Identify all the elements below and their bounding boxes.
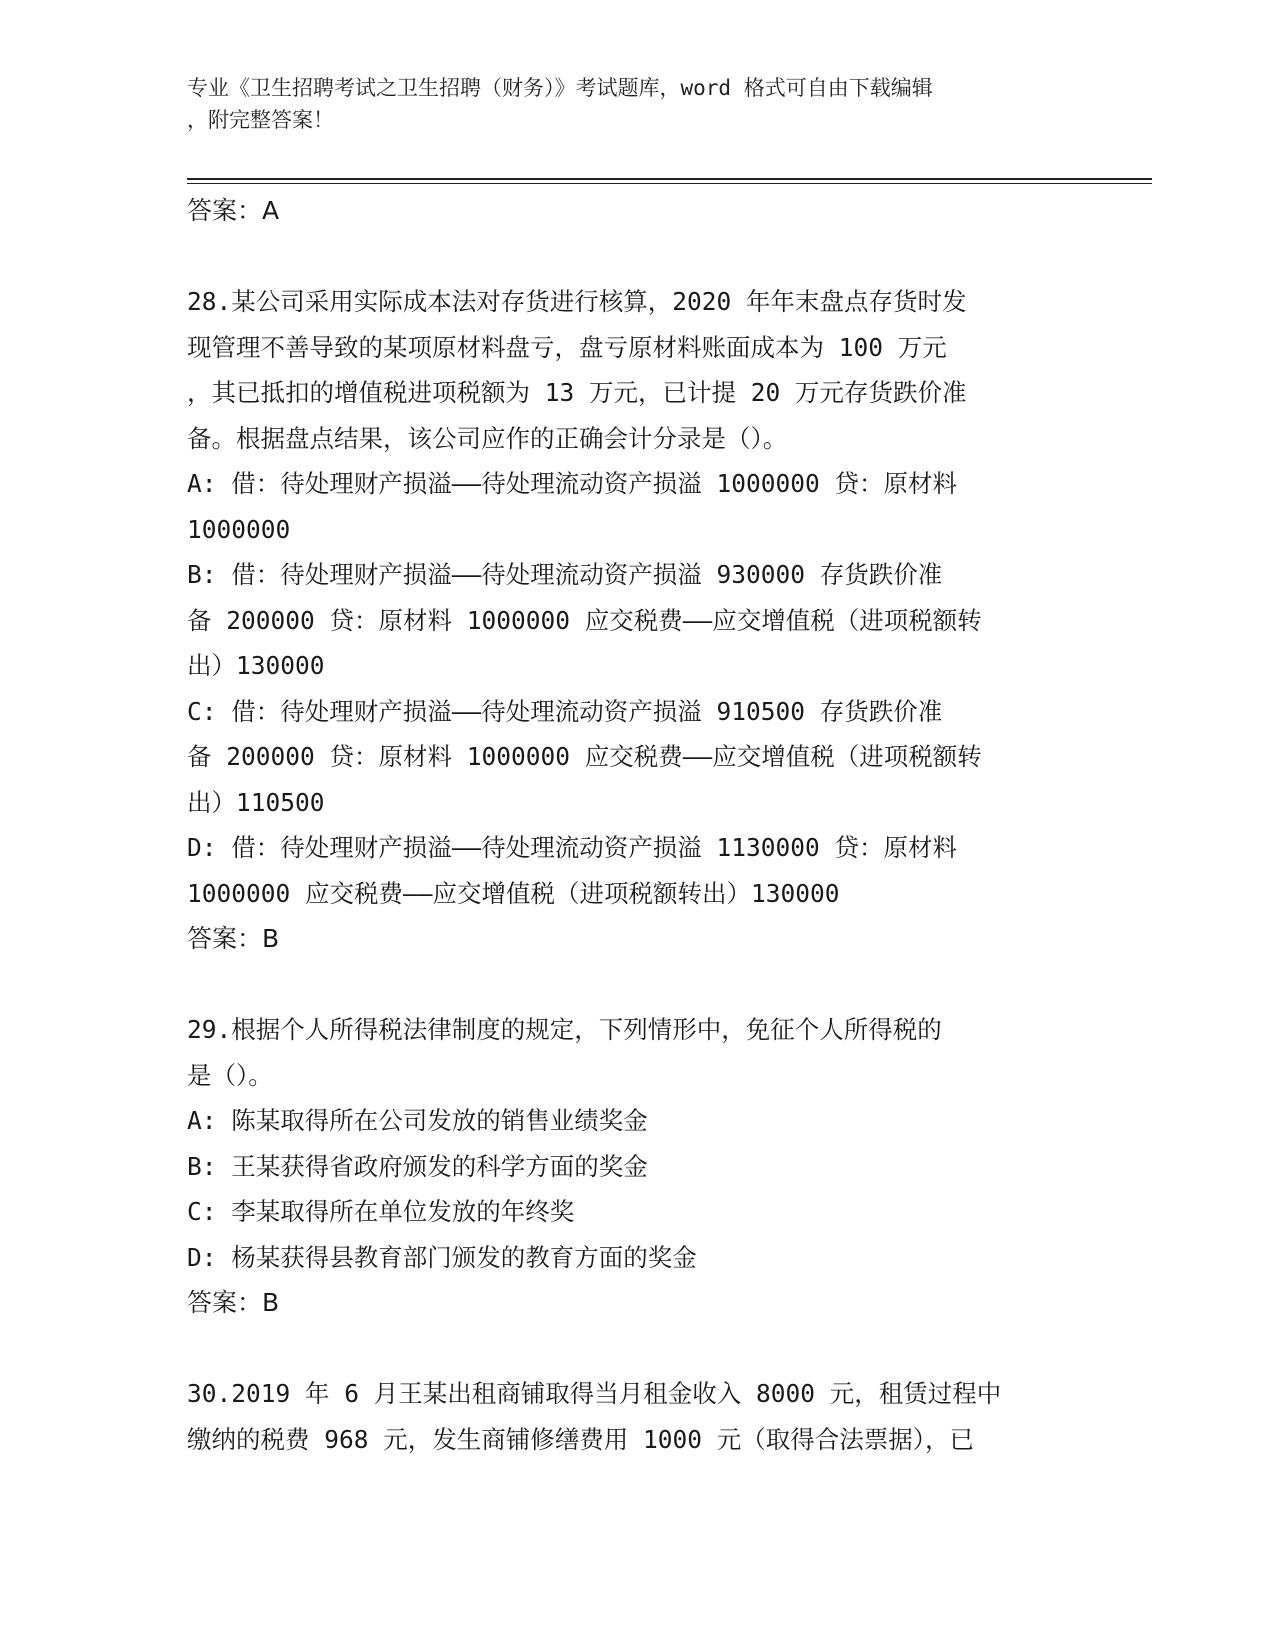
option-b: B: 王某获得省政府颁发的科学方面的奖金 bbox=[187, 1151, 648, 1181]
question-30 bbox=[187, 1371, 1087, 1462]
option-d-line: D: 借：待处理财产损溢——待处理流动资产损溢 1130000 贷：原材料 bbox=[187, 833, 958, 862]
option-b-line: 备 200000 贷：原材料 1000000 应交税费——应交增值税（进项税额转 bbox=[187, 605, 982, 635]
question-28-line: 28.某公司采用实际成本法对存货进行核算，2020 年年末盘点存货时发 bbox=[187, 287, 967, 316]
option-b-line: B: 借：待处理财产损溢——待处理流动资产损溢 930000 存货跌价准 bbox=[187, 560, 943, 589]
page-header bbox=[187, 72, 1087, 136]
option-c-line: 备 200000 贷：原材料 1000000 应交税费——应交增值税（进项税额转 bbox=[187, 742, 982, 771]
question-29-line: 是（）。 bbox=[187, 1060, 273, 1090]
header-line-2: ，附完整答案！ bbox=[187, 108, 334, 132]
question-28-line: ，其已抵扣的增值税进项税额为 13 万元，已计提 20 万元存货跌价准 bbox=[187, 378, 967, 407]
header-line-1: 专业《卫生招聘考试之卫生招聘（财务）》考试题库，word 格式可自由下载编辑 bbox=[187, 76, 933, 100]
question-28-line: 现管理不善导致的某项原材料盘亏，盘亏原材料账面成本为 100 万元 bbox=[187, 332, 947, 362]
header-rule-thin bbox=[187, 183, 1152, 184]
question-29 bbox=[187, 1007, 1087, 1326]
option-d: D: 杨某获得县教育部门颁发的教育方面的奖金 bbox=[187, 1242, 697, 1272]
answer-28: 答案：B bbox=[187, 924, 280, 953]
answer-29: 答案：B bbox=[187, 1288, 280, 1317]
option-c: C: 李某取得所在单位发放的年终奖 bbox=[187, 1197, 575, 1226]
option-a-line: 1000000 bbox=[187, 514, 291, 544]
header-rule-thick bbox=[187, 178, 1152, 180]
question-28 bbox=[187, 279, 1087, 962]
option-a-line: A: 借：待处理财产损溢——待处理流动资产损溢 1000000 贷：原材料 bbox=[187, 469, 958, 498]
option-c-line: C: 借：待处理财产损溢——待处理流动资产损溢 910500 存货跌价准 bbox=[187, 696, 943, 726]
document-body bbox=[187, 188, 1087, 1462]
option-a: A: 陈某取得所在公司发放的销售业绩奖金 bbox=[187, 1106, 648, 1135]
option-c-line: 出）110500 bbox=[187, 787, 325, 817]
previous-answer: 答案：A bbox=[187, 196, 280, 225]
option-d-line: 1000000 应交税费——应交增值税（进项税额转出）130000 bbox=[187, 878, 840, 908]
question-29-line: 29.根据个人所得税法律制度的规定，下列情形中，免征个人所得税的 bbox=[187, 1015, 942, 1044]
question-30-line: 30.2019 年 6 月王某出租商铺取得当月租金收入 8000 元，租赁过程中 bbox=[187, 1379, 1002, 1408]
question-28-line: 备。根据盘点结果，该公司应作的正确会计分录是（）。 bbox=[187, 423, 788, 453]
question-30-line: 缴纳的税费 968 元，发生商铺修缮费用 1000 元（取得合法票据），已 bbox=[187, 1424, 974, 1454]
option-b-line: 出）130000 bbox=[187, 651, 325, 680]
